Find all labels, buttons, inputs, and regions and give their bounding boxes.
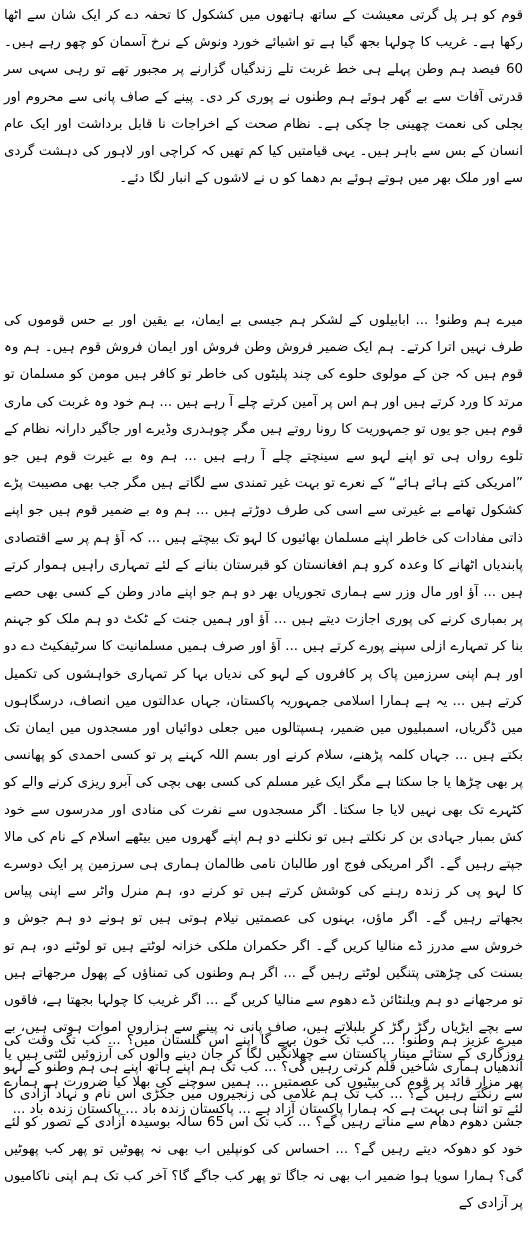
article-paragraph-3: میرے عزیز ہم وطنو! ... کب تک خون بہے گا اپنے اس گلستان میں؟ ... کب تک وقت کی آندھیاں ہماری شاخیں قلم کرتی رہیں گی؟ ... کب تک ہم اپنے ہاتھ اپنے ہی ہم وطنو کے لہو سے رنگتے رہیں گے؟ ... کب تک ہم غلامی کی زنجیروں میں جکڑی اس نام و نہاد آزادی کا جشن دھوم دھام سے مناتے رہیں گے؟ ... کب تک اس 65 سالہ بوسیدہ آزادی کے تصور کو لئے خود کو دھوکہ دیتے رہیں گے؟ ... احساس کی کونپلیں اب بھی نہ پھوٹیں تو پھر کب پھوٹیں گی؟ ہمارا سویا ہوا ضمیر اب بھی نہ جاگا تو پھر کب جاگے گا؟ آخر کب تک ہم اپنی ناکامیوں پر آزادی کے	[4, 1033, 524, 1212]
article-paragraph-1: قوم کو ہر پل گرتی معیشت کے ساتھ ہاتھوں میں کشکول کا تحفہ دے کر ایک شان سے اٹھا رکھا ہے۔ غریب کا چولہا بجھ گیا ہے تو اشیائے خورد ونوش کے نرخ آسمان کو چھو رہے ہیں۔ 60 فیصد ہم وطن پہلے ہی خط غربت تلے زندگیاں گزارنے پر مجبور تھے تو رہی سہی سر قدرتی آفات سے بے گھر ہوئے ہم وطنوں نے پوری کر دی۔ پینے کے صاف پانی سے محروم اور بجلی کی نعمت چھینی جا چکی ہے۔ نظام صحت کے اخراجات نا قابل برداشت اور ایک عام انسان کے بس سے باہر ہیں۔ یہی قیامتیں کیا کم تھیں کہ کراچی اور لاہور کی دہشت گردی سے اور ملک بھر میں ہوتے ہوئے بم دھما کو ں نے لاشوں کے انبار لگا دئے۔	[4, 8, 523, 187]
article-paragraph-2: میرے ہم وطنو! ... ابابیلوں کے لشکر ہم جیسی بے ایمان، بے یقین اور بے حس قوموں کی طرف نہیں اترا کرتے۔ ہم ایک ضمیر فروش وطن فروش اور ایمان فروش قوم ہیں۔ ہم وہ قوم ہیں کہ جن کے مولوی حلوے کی چند پلیٹوں کی خاطر تو کافر ہیں مومن کو مسلمان تو مرتد کا ورد کرتے ہیں اور ہم اس پر آمین کرتے چلے آ رہے ہیں ... ہم خود وہ غربت کی ماری قوم ہیں جو یوں تو جمہوریت کا رونا روتے ہیں مگر چوہدری وڈیرے اور جاگیر دارانہ نظام کے تلوے رواں ہی تو اپنے لہو سے سینچتے چلے آ رہے ہیں ... ہم وہ بے غیرت قوم ہیں جو ”امریکی کتے ہائے ہائے“ کے نعرے تو بہت غیر تمندی سے لگاتے ہیں مگر جب بھی مصیبت پڑے کشکول تھامے بے غیرتی سے اسی کی طرف دوڑتے ہیں ... ہم وہ بے ضمیر قوم ہیں جو اپنے ذاتی مفادات کی خاطر اپنے مسلمان بھائیوں کا لہو تک بیچتے ہیں ... کہ آؤ ہم پر سے اقتصادی پابندیاں اٹھانے کا وعدہ کرو ہم افغانستان کو قبرستان بنانے کے لئے تمہاری راہیں ہموار کرتے ہیں ... آؤ اور مال وزر سے ہماری تجوریاں بھر دو ہم جو اپنے مادر وطن کے کسی بھی حصے پر بمباری کرنے کی پوری اجازت دیتے ہیں ... آؤ اور ہمیں جنت کے ٹکٹ دو ہم ملک کو جہنم بنا کر تمہارے ازلی سپنے پورے کرتے ہیں ... آؤ اور صرف ہمیں مسلمانیت کا سرٹیفکیٹ دے دو اور ہم اپنی سرزمین پاک پر کافروں کے لہو کی ندیاں بہا کر تمہاری خواہشوں کی تکمیل کرتے ہیں ... یہ ہے ہمارا اسلامی جمہوریہ پاکستان، جہاں عدالتوں میں انصاف، درسگاہوں میں ڈگریاں، اسمبلیوں میں ضمیر، ہسپتالوں میں جعلی دوائیاں اور مسجدوں میں ایمان تک بکتے ہیں ... جہاں کلمہ پڑھنے، سلام کرنے اور بسم اللہ کہنے پر تو کسی احمدی کو پھانسی پر بھی چڑھا یا جا سکتا ہے مگر ایک غیر مسلم کی کسی بھی بچی کی آبرو ریزی کرنے والے کو کٹہرے تک بھی نہیں لایا جا سکتا۔ اگر مسجدوں سے نفرت کی منادی اور مدرسوں سے خود کش بمبار جہادی بن کر نکلتے ہیں تو نکلنے دو ہم اپنے گھروں میں بیٹھے اسلام کے نام کی مالا جپتے رہیں گے۔ اگر امریکی فوج اور طالبان نامی ظالمان ہماری ہی سرزمین پر ایک دوسرے کا لہو پی کر زندہ رہنے کی کوشش کرتے ہیں تو کرنے دو، ہم منرل واٹر سے اپنی پیاس بجھاتے رہیں گے۔ اگر ماؤں، بہنوں کی عصمتیں نیلام ہوتی ہیں تو ہونے دو ہم جوش و خروش سے مدرز ڈے منالیا کریں گے۔ اگر حکمران ملکی خزانہ لوٹتے ہیں تو لوٹنے دو، ہم تو بسنت کی چڑھتی پتنگیں لوٹتے رہیں گے ... اگر ہم وطنوں کی تمناؤں کے پھول مرجھاتے ہیں تو مرجھانے دو ہم ویلنٹائن ڈے دھوم سے منالیا کریں گے ... اگر غریب کا چولہا بجھتا ہے، فاقوں سے بچے ایڑیاں رگڑ رگڑ کر بلبلاتے ہیں، صاف پانی نہ پینے سے ہزاروں اموات ہوتی ہیں، بے روزگاری کے ستائے مینار پاکستان سے چھلانگیں لگا کر جان دینے والوں کی آرزوئیں لٹتی ہیں یا پھر مزار قائد پر قوم کی بیٹیوں کی عصمتیں ... ہمیں سوچنے کی بھلا کیا ضرورت ہے ہمارے لئے تو اتنا ہی بہت ہے کہ ہمارا پاکستان آزاد ہے ... پاکستان زندہ باد ... پاکستان زندہ باد ...	[4, 313, 523, 1117]
